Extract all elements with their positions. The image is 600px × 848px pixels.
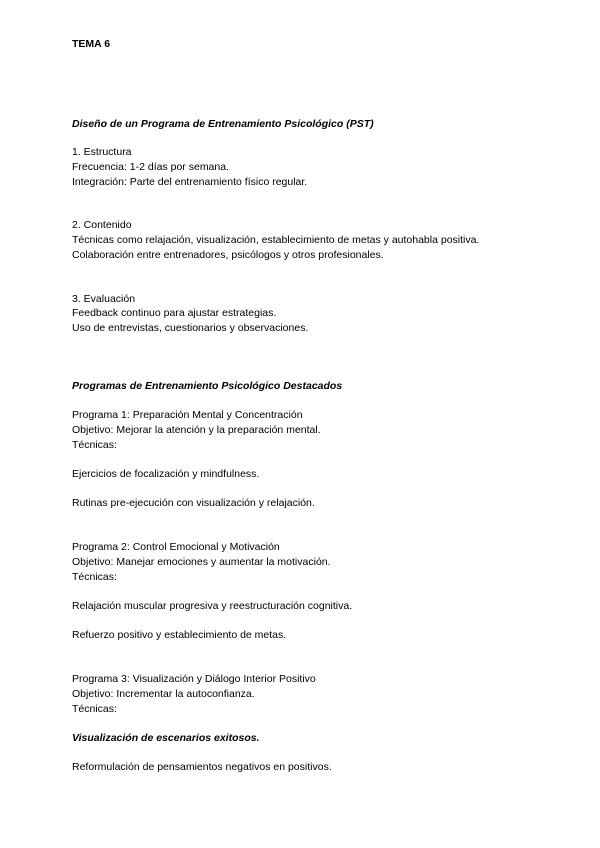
program-3-technique: Visualización de escenarios exitosos. [72, 732, 260, 744]
program-3-name: Programa 3: Visualización y Diálogo Interior Positivo [72, 673, 316, 685]
program-2-name: Programa 2: Control Emocional y Motivación [72, 541, 280, 553]
program-1-technique: Ejercicios de focalización y mindfulness. [72, 468, 260, 480]
section-heading-programs: Programas de Entrenamiento Psicológico Destacados [72, 380, 343, 392]
program-2-technique: Relajación muscular progresiva y reestructuración cognitiva. [72, 600, 353, 612]
program-3-objective: Objetivo: Incrementar la autoconfianza. [72, 688, 255, 700]
block-title-evaluation: 3. Evaluación [72, 293, 136, 305]
structure-line-frequency: Frecuencia: 1-2 días por semana. [72, 161, 229, 173]
program-1-technique: Rutinas pre-ejecución con visualización y relajación. [72, 497, 315, 509]
content-line-techniques: Técnicas como relajación, visualización, establecimiento de metas y autohabla positiva. [72, 234, 480, 246]
document-title: TEMA 6 [72, 38, 111, 50]
content-line-collaboration: Colaboración entre entrenadores, psicólogos y otros profesionales. [72, 249, 384, 261]
program-2-techniques-label: Técnicas: [72, 571, 117, 583]
program-3-technique: Reformulación de pensamientos negativos en positivos. [72, 761, 332, 773]
program-3-techniques-label: Técnicas: [72, 703, 117, 715]
structure-line-integration: Integración: Parte del entrenamiento físico regular. [72, 176, 308, 188]
block-title-structure: 1. Estructura [72, 146, 132, 158]
block-title-content: 2. Contenido [72, 219, 132, 231]
evaluation-line-methods: Uso de entrevistas, cuestionarios y observaciones. [72, 322, 309, 334]
program-2-technique: Refuerzo positivo y establecimiento de metas. [72, 629, 287, 641]
program-1-objective: Objetivo: Mejorar la atención y la preparación mental. [72, 424, 321, 436]
program-1-name: Programa 1: Preparación Mental y Concentración [72, 409, 303, 421]
section-heading-pst-design: Diseño de un Programa de Entrenamiento Psicológico (PST) [72, 118, 374, 130]
evaluation-line-feedback: Feedback continuo para ajustar estrategias. [72, 307, 277, 319]
program-2-objective: Objetivo: Manejar emociones y aumentar la motivación. [72, 556, 331, 568]
program-1-techniques-label: Técnicas: [72, 439, 117, 451]
